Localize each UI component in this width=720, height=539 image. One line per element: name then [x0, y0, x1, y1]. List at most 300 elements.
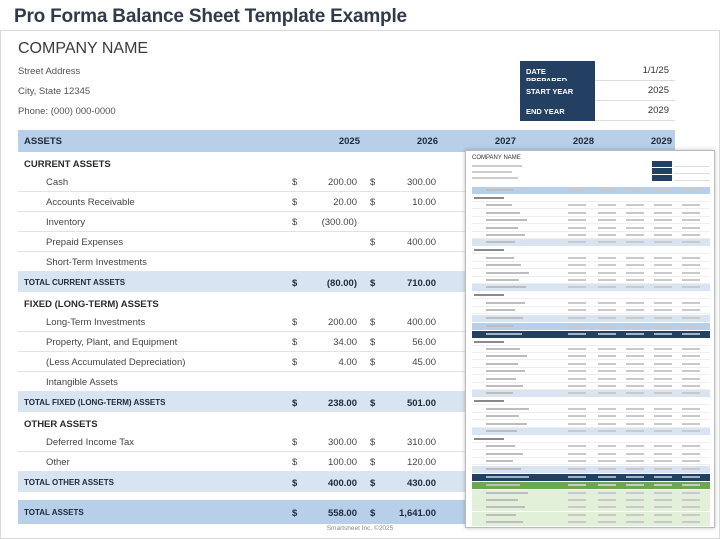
- thumbnail-cell: [626, 476, 644, 478]
- currency-symbol: $: [370, 508, 376, 519]
- date-prepared-field: [520, 61, 675, 81]
- total-row: [18, 272, 465, 292]
- thumbnail-cell: [568, 521, 586, 523]
- meta-value[interactable]: 2025: [595, 81, 675, 101]
- thumbnail-cell: [654, 264, 672, 266]
- thumbnail-cell: [682, 499, 700, 501]
- thumbnail-label: [486, 355, 527, 357]
- thumbnail-cell: [626, 264, 644, 266]
- thumbnail-cell: [598, 392, 616, 394]
- thumbnail-cell: [568, 317, 586, 319]
- year-value[interactable]: 45.00: [412, 357, 436, 368]
- thumbnail-label: [486, 423, 527, 425]
- thumbnail-row: [472, 239, 710, 246]
- thumbnail-meta-value: [674, 168, 710, 174]
- thumbnail-label: [486, 234, 525, 236]
- year-value[interactable]: 710.00: [406, 278, 436, 289]
- thumbnail-cell: [682, 234, 700, 236]
- thumbnail-row: [472, 262, 710, 269]
- thumbnail-row: [472, 217, 710, 224]
- thumbnail-line: [472, 165, 522, 167]
- thumbnail-cell: [682, 392, 700, 394]
- currency-symbol: $: [292, 457, 298, 468]
- template-thumbnail: [465, 150, 715, 528]
- thumbnail-row: [472, 421, 710, 428]
- thumbnail-cell: [568, 499, 586, 501]
- thumbnail-cell: [626, 286, 644, 288]
- thumbnail-cell: [598, 378, 616, 380]
- thumbnail-cell: [598, 460, 616, 462]
- table-row: [18, 452, 465, 472]
- year-value[interactable]: 1,641.00: [399, 508, 436, 519]
- meta-label: START YEAR: [520, 81, 595, 101]
- thumbnail-cell: [598, 348, 616, 350]
- row-label: TOTAL FIXED (LONG-TERM) ASSETS: [24, 398, 166, 407]
- year-value[interactable]: 501.00: [406, 398, 436, 409]
- start-year-field: [520, 81, 675, 101]
- thumbnail-cell: [598, 468, 616, 470]
- thumbnail-cell: [654, 219, 672, 221]
- thumbnail-row: [472, 512, 710, 519]
- thumbnail-row: [472, 428, 710, 435]
- thumbnail-cell: [654, 468, 672, 470]
- year-value[interactable]: 100.00: [327, 457, 357, 468]
- thumbnail-cell: [598, 204, 616, 206]
- currency-symbol: $: [370, 197, 376, 208]
- thumbnail-label: [486, 521, 523, 523]
- year-header: 2029: [650, 136, 672, 147]
- thumbnail-cell: [626, 392, 644, 394]
- company-name: COMPANY NAME: [18, 40, 149, 57]
- year-value[interactable]: 20.00: [333, 197, 357, 208]
- thumbnail-cell: [682, 241, 700, 243]
- thumbnail-label: [486, 430, 517, 432]
- row-label: (Less Accumulated Depreciation): [46, 357, 186, 368]
- thumbnail-row: [472, 202, 710, 209]
- year-value[interactable]: 56.00: [412, 337, 436, 348]
- thumbnail-cell: [568, 492, 586, 494]
- thumbnail-cell: [568, 333, 586, 335]
- currency-symbol: $: [292, 357, 298, 368]
- year-value[interactable]: 400.00: [327, 478, 357, 489]
- thumbnail-cell: [682, 476, 700, 478]
- thumbnail-meta-value: [674, 161, 710, 167]
- thumbnail-cell: [682, 415, 700, 417]
- thumbnail-label: [474, 249, 504, 251]
- year-header: 2026: [416, 136, 438, 147]
- thumbnail-cell: [568, 204, 586, 206]
- thumbnail-cell: [682, 189, 700, 191]
- thumbnail-cell: [654, 385, 672, 387]
- row-label: Cash: [46, 177, 69, 188]
- thumbnail-cell: [682, 378, 700, 380]
- thumbnail-cell: [682, 506, 700, 508]
- thumbnail-label: [486, 212, 520, 214]
- thumbnail-cell: [568, 476, 586, 478]
- thumbnail-cell: [626, 385, 644, 387]
- thumbnail-meta: [652, 168, 672, 174]
- thumbnail-label: [474, 400, 504, 402]
- thumbnail-label: [486, 219, 527, 221]
- table-row: [18, 372, 465, 392]
- year-value[interactable]: 4.00: [338, 357, 357, 368]
- currency-symbol: $: [370, 478, 376, 489]
- thumbnail-cell: [626, 430, 644, 432]
- thumbnail-row: [472, 398, 710, 405]
- thumbnail-cell: [626, 333, 644, 335]
- row-label: Intangible Assets: [46, 377, 118, 388]
- thumbnail-row: [472, 284, 710, 291]
- thumbnail-row: [472, 497, 710, 504]
- thumbnail-row: [472, 232, 710, 239]
- thumbnail-label: [486, 317, 523, 319]
- thumbnail-cell: [654, 355, 672, 357]
- row-label: Inventory: [46, 217, 86, 228]
- thumbnail-cell: [654, 241, 672, 243]
- thumbnail-cell: [598, 212, 616, 214]
- thumbnail-cell: [626, 309, 644, 311]
- thumbnail-label: [486, 392, 513, 394]
- thumbnail-cell: [682, 363, 700, 365]
- thumbnail-cell: [682, 385, 700, 387]
- thumbnail-row: [472, 490, 710, 497]
- thumbnail-cell: [568, 234, 586, 236]
- thumbnail-row: [472, 187, 710, 194]
- thumbnail-label: [474, 294, 504, 296]
- thumbnail-row: [472, 323, 710, 330]
- total-row: [18, 392, 465, 412]
- year-value[interactable]: 200.00: [327, 317, 357, 328]
- thumbnail-cell: [568, 348, 586, 350]
- thumbnail-row: [472, 353, 710, 360]
- thumbnail-cell: [654, 423, 672, 425]
- thumbnail-cell: [626, 355, 644, 357]
- thumbnail-row: [472, 270, 710, 277]
- thumbnail-cell: [682, 355, 700, 357]
- thumbnail-cell: [598, 189, 616, 191]
- thumbnail-cell: [682, 264, 700, 266]
- thumbnail-label: [486, 492, 528, 494]
- thumbnail-label: [486, 348, 520, 350]
- thumbnail-label: [486, 506, 525, 508]
- thumbnail-cell: [682, 279, 700, 281]
- footer-credit: Smartsheet Inc. ©2025: [326, 525, 394, 532]
- assets-header-row: [18, 130, 675, 152]
- currency-symbol: $: [292, 217, 298, 228]
- year-value[interactable]: 300.00: [406, 177, 436, 188]
- year-value[interactable]: 300.00: [327, 437, 357, 448]
- thumbnail-company-name: COMPANY NAME: [472, 155, 521, 161]
- thumbnail-label: [486, 453, 523, 455]
- thumbnail-cell: [682, 430, 700, 432]
- thumbnail-cell: [598, 241, 616, 243]
- thumbnail-cell: [568, 392, 586, 394]
- thumbnail-cell: [682, 309, 700, 311]
- thumbnail-cell: [626, 408, 644, 410]
- thumbnail-cell: [598, 476, 616, 478]
- page-title: Pro Forma Balance Sheet Template Example: [14, 6, 407, 27]
- thumbnail-cell: [598, 302, 616, 304]
- thumbnail-cell: [568, 506, 586, 508]
- table-row: [18, 172, 465, 192]
- thumbnail-cell: [598, 484, 616, 486]
- thumbnail-cell: [598, 286, 616, 288]
- year-value[interactable]: (80.00): [326, 278, 357, 289]
- thumbnail-cell: [568, 385, 586, 387]
- thumbnail-cell: [654, 333, 672, 335]
- total-row: [18, 472, 465, 492]
- thumbnail-cell: [682, 492, 700, 494]
- thumbnail-label: [486, 227, 518, 229]
- thumbnail-cell: [568, 279, 586, 281]
- table-row: [18, 212, 465, 232]
- thumbnail-cell: [682, 453, 700, 455]
- thumbnail-row: [472, 368, 710, 375]
- thumbnail-cell: [598, 279, 616, 281]
- table-row: [18, 232, 465, 252]
- thumbnail-cell: [598, 423, 616, 425]
- thumbnail-cell: [654, 521, 672, 523]
- thumbnail-cell: [598, 408, 616, 410]
- table-row: [18, 332, 465, 352]
- thumbnail-cell: [598, 333, 616, 335]
- currency-symbol: $: [292, 398, 298, 409]
- currency-symbol: $: [292, 197, 298, 208]
- thumbnail-cell: [682, 286, 700, 288]
- thumbnail-cell: [598, 257, 616, 259]
- thumbnail-label: [486, 309, 515, 311]
- thumbnail-cell: [568, 264, 586, 266]
- thumbnail-cell: [598, 385, 616, 387]
- year-value[interactable]: 310.00: [406, 437, 436, 448]
- total-row: [18, 500, 465, 524]
- thumbnail-cell: [654, 460, 672, 462]
- thumbnail-cell: [682, 408, 700, 410]
- year-value[interactable]: (300.00): [321, 217, 357, 228]
- end-year-field: [520, 101, 675, 121]
- thumbnail-cell: [598, 506, 616, 508]
- thumbnail-label: [486, 333, 522, 335]
- currency-symbol: $: [292, 437, 298, 448]
- thumbnail-row: [472, 376, 710, 383]
- thumbnail-cell: [654, 363, 672, 365]
- thumbnail-cell: [682, 325, 700, 327]
- thumbnail-label: [486, 363, 518, 365]
- thumbnail-cell: [568, 415, 586, 417]
- thumbnail-cell: [598, 445, 616, 447]
- thumbnail-cell: [598, 309, 616, 311]
- thumbnail-label: [486, 484, 520, 486]
- thumbnail-meta: [652, 161, 672, 167]
- thumbnail-cell: [626, 378, 644, 380]
- thumbnail-cell: [682, 227, 700, 229]
- thumbnail-cell: [598, 430, 616, 432]
- meta-label: END YEAR: [520, 101, 595, 121]
- phone-number: Phone: (000) 000-0000: [18, 106, 116, 117]
- thumbnail-cell: [654, 204, 672, 206]
- row-label: Prepaid Expenses: [46, 237, 124, 248]
- year-value[interactable]: 34.00: [333, 337, 357, 348]
- currency-symbol: $: [292, 317, 298, 328]
- thumbnail-cell: [568, 219, 586, 221]
- thumbnail-cell: [568, 286, 586, 288]
- thumbnail-cell: [626, 423, 644, 425]
- thumbnail-cell: [568, 468, 586, 470]
- thumbnail-cell: [682, 212, 700, 214]
- thumbnail-cell: [626, 453, 644, 455]
- thumbnail-cell: [568, 227, 586, 229]
- meta-label: DATE: [520, 61, 595, 81]
- currency-symbol: $: [292, 177, 298, 188]
- thumbnail-label: [486, 325, 514, 327]
- thumbnail-cell: [568, 241, 586, 243]
- thumbnail-cell: [682, 521, 700, 523]
- thumbnail-label: [474, 438, 504, 440]
- currency-symbol: $: [292, 337, 298, 348]
- thumbnail-row: [472, 474, 710, 481]
- year-value[interactable]: 10.00: [412, 197, 436, 208]
- currency-symbol: $: [370, 457, 376, 468]
- thumbnail-label: [486, 204, 512, 206]
- thumbnail-cell: [654, 227, 672, 229]
- thumbnail-row: [472, 307, 710, 314]
- thumbnail-label: [486, 241, 515, 243]
- thumbnail-cell: [568, 378, 586, 380]
- thumbnail-cell: [598, 415, 616, 417]
- thumbnail-label: [474, 341, 504, 343]
- thumbnail-cell: [654, 514, 672, 516]
- thumbnail-cell: [598, 453, 616, 455]
- year-header: 2025: [338, 136, 360, 147]
- thumbnail-cell: [568, 189, 586, 191]
- year-value[interactable]: 200.00: [327, 177, 357, 188]
- thumbnail-cell: [626, 468, 644, 470]
- thumbnail-label: [486, 272, 529, 274]
- thumbnail-cell: [654, 272, 672, 274]
- thumbnail-row: [472, 361, 710, 368]
- thumbnail-cell: [654, 302, 672, 304]
- thumbnail-label: [486, 302, 525, 304]
- thumbnail-cell: [626, 227, 644, 229]
- thumbnail-cell: [682, 204, 700, 206]
- meta-value[interactable]: 1/1/25: [595, 61, 675, 81]
- thumbnail-cell: [626, 445, 644, 447]
- thumbnail-cell: [626, 415, 644, 417]
- thumbnail-row: [472, 195, 710, 202]
- currency-symbol: $: [292, 278, 298, 289]
- row-label: TOTAL ASSETS: [24, 508, 84, 517]
- year-value[interactable]: 238.00: [327, 398, 357, 409]
- thumbnail-cell: [682, 445, 700, 447]
- thumbnail-cell: [626, 492, 644, 494]
- thumbnail-cell: [626, 499, 644, 501]
- thumbnail-cell: [568, 370, 586, 372]
- row-label: Deferred Income Tax: [46, 437, 135, 448]
- section-heading: [18, 292, 465, 312]
- thumbnail-cell: [654, 348, 672, 350]
- currency-symbol: $: [370, 278, 376, 289]
- thumbnail-label: [486, 445, 515, 447]
- thumbnail-meta: [652, 175, 672, 181]
- thumbnail-row: [472, 436, 710, 443]
- thumbnail-cell: [654, 445, 672, 447]
- thumbnail-cell: [598, 227, 616, 229]
- thumbnail-cell: [626, 484, 644, 486]
- thumbnail-row: [472, 451, 710, 458]
- thumbnail-label: [486, 514, 516, 516]
- thumbnail-cell: [682, 317, 700, 319]
- thumbnail-cell: [626, 212, 644, 214]
- thumbnail-cell: [654, 317, 672, 319]
- meta-value[interactable]: 2029: [595, 101, 675, 121]
- thumbnail-cell: [654, 492, 672, 494]
- thumbnail-label: [486, 476, 529, 478]
- thumbnail-cell: [654, 234, 672, 236]
- thumbnail-label: [486, 264, 521, 266]
- thumbnail-cell: [626, 241, 644, 243]
- thumbnail-cell: [626, 204, 644, 206]
- street-address: Street Address: [18, 66, 81, 77]
- thumbnail-row: [472, 339, 710, 346]
- table-row: [18, 432, 465, 452]
- currency-symbol: $: [370, 317, 376, 328]
- thumbnail-cell: [568, 309, 586, 311]
- year-value[interactable]: 400.00: [406, 317, 436, 328]
- row-label: TOTAL OTHER ASSETS: [24, 478, 114, 487]
- row-label: FIXED (LONG-TERM) ASSETS: [24, 299, 159, 310]
- thumbnail-cell: [654, 506, 672, 508]
- thumbnail-cell: [682, 484, 700, 486]
- thumbnail-row: [472, 466, 710, 473]
- thumbnail-cell: [682, 302, 700, 304]
- thumbnail-cell: [568, 272, 586, 274]
- year-value[interactable]: 120.00: [406, 457, 436, 468]
- thumbnail-cell: [598, 492, 616, 494]
- thumbnail-cell: [654, 415, 672, 417]
- thumbnail-row: [472, 210, 710, 217]
- row-label: Short-Term Investments: [46, 257, 147, 268]
- section-heading: [18, 412, 465, 432]
- section-heading: [18, 152, 465, 172]
- thumbnail-cell: [654, 279, 672, 281]
- year-value[interactable]: 430.00: [406, 478, 436, 489]
- year-value[interactable]: 558.00: [327, 508, 357, 519]
- currency-symbol: $: [370, 237, 376, 248]
- thumbnail-cell: [598, 234, 616, 236]
- thumbnail-cell: [598, 363, 616, 365]
- currency-symbol: $: [370, 177, 376, 188]
- thumbnail-cell: [598, 317, 616, 319]
- assets-header-label: ASSETS: [24, 136, 63, 147]
- thumbnail-row: [472, 300, 710, 307]
- thumbnail-cell: [654, 430, 672, 432]
- year-value[interactable]: 400.00: [406, 237, 436, 248]
- row-label: OTHER ASSETS: [24, 419, 98, 430]
- thumbnail-label: [474, 197, 504, 199]
- thumbnail-cell: [682, 219, 700, 221]
- thumbnail-row: [472, 482, 710, 489]
- thumbnail-cell: [626, 506, 644, 508]
- thumbnail-cell: [682, 468, 700, 470]
- thumbnail-row: [472, 504, 710, 511]
- thumbnail-cell: [598, 370, 616, 372]
- thumbnail-line: [472, 177, 518, 179]
- thumbnail-cell: [682, 423, 700, 425]
- table-row: [18, 352, 465, 372]
- thumbnail-row: [472, 390, 710, 397]
- thumbnail-cell: [568, 514, 586, 516]
- row-label: Property, Plant, and Equipment: [46, 337, 178, 348]
